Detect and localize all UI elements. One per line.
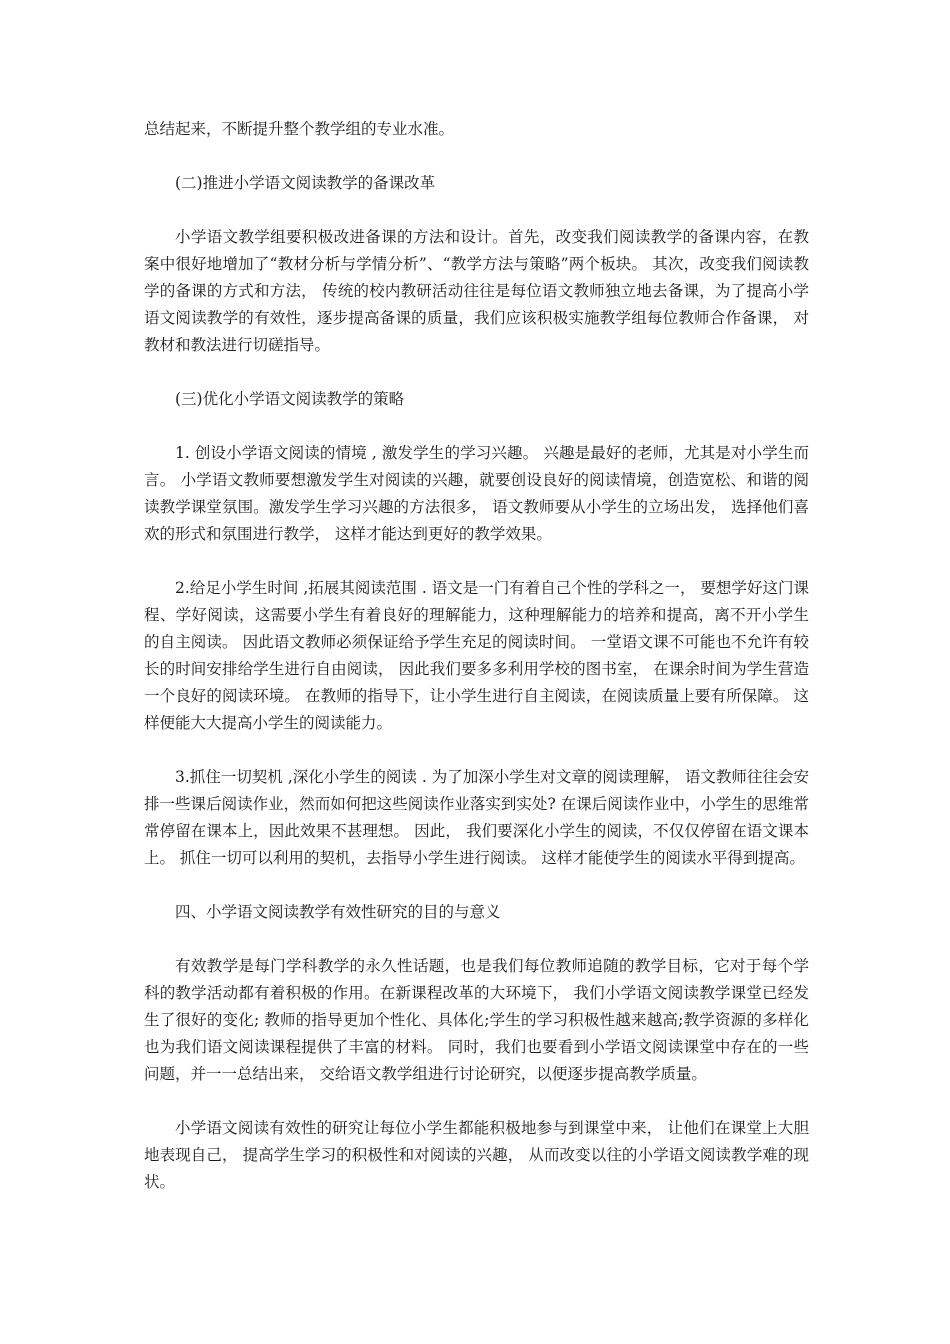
paragraph-strategy-2: 2.给足小学生时间 ,拓展其阅读范围 . 语文是一门有着自己个性的学科之一， 要想学好这门课程、学好阅读，这需要小学生有着良好的理解能力，这种理解能力的培养和提高，离不开小学生的自主阅读。 因此语文教师必须保证给予学生充足的阅读时间。 一堂语文课不可能也不允许有较长的时间安排给学生进行自由阅读， 因此我们要多多利用学校的图书室， 在课余时间为学生营造一个良好的阅读环境。 在教师的指导下，让小学生进行自主阅读，在阅读质量上要有所保障。 这样便能大大提高小学生的阅读能力。 [144,579,809,732]
section-heading-lesson-prep: (二)推进小学语文阅读教学的备课改革 [175,174,436,192]
paragraph-strategy-3: 3.抓住一切契机 ,深化小学生的阅读 . 为了加深小学生对文章的阅读理解， 语文教师往往会安排一些课后阅读作业，然而如何把这些阅读作业落实到实处? 在课后阅读作业中，小学生的思维常常停留在课本上，因此效果不甚理想。 因此， 我们要深化小学生的阅读，不仅仅停留在语文课本上。 抓住一切可以利用的契机，去指导小学生进行阅读。 这样才能使学生的阅读水平得到提高。 [144,768,809,867]
document-page [144,116,809,1223]
section-heading-purpose: 四、小学语文阅读教学有效性研究的目的与意义 [175,903,501,921]
paragraph-purpose-2: 小学语文阅读有效性的研究让每位小学生都能积极地参与到课堂中来， 让他们在课堂上大胆地表现自己， 提高学生学习的积极性和对阅读的兴趣， 从而改变以往的小学语文阅读教学难的现状。 [144,1119,809,1191]
paragraph-strategy-1: 1. 创设小学语文阅读的情境 , 激发学生的学习兴趣。 兴趣是最好的老师，尤其是对小学生而言。 小学语文教师要想激发学生对阅读的兴趣，就要创设良好的阅读情境，创造宽松、和谐的阅读教学课堂氛围。激发学生学习兴趣的方法很多， 语文教师要从小学生的立场出发， 选择他们喜欢的形式和氛围进行教学， 这样才能达到更好的教学效果。 [144,444,809,543]
paragraph-purpose-1: 有效教学是每门学科教学的永久性话题，也是我们每位教师追随的教学目标，它对于每个学科的教学活动都有着积极的作用。在新课程改革的大环境下， 我们小学语文阅读教学课堂已经发生了很好的变化; 教师的指导更加个性化、具体化;学生的学习积极性越来越高;教学资源的多样化也为我们语文阅读课程提供了丰富的材料。 同时，我们也要看到小学语文阅读课堂中存在的一些问题，并一一总结出来， 交给语文教学组进行讨论研究，以便逐步提高教学质量。 [144,957,809,1083]
paragraph-lesson-prep: 小学语文教学组要积极改进备课的方法和设计。首先，改变我们阅读教学的备课内容，在教案中很好地增加了“教材分析与学情分析”、“教学方法与策略”两个板块。 其次，改变我们阅读教学的备课的方式和方法， 传统的校内教研活动往往是每位语文教师独立地去备课，为了提高小学语文阅读教学的有效性，逐步提高备课的质量，我们应该积极实施教学组每位教师合作备课， 对教材和教法进行切磋指导。 [144,228,809,354]
paragraph-continuation: 总结起来，不断提升整个教学组的专业水准。 [144,120,455,138]
section-heading-strategies: (三)优化小学语文阅读教学的策略 [175,390,405,408]
